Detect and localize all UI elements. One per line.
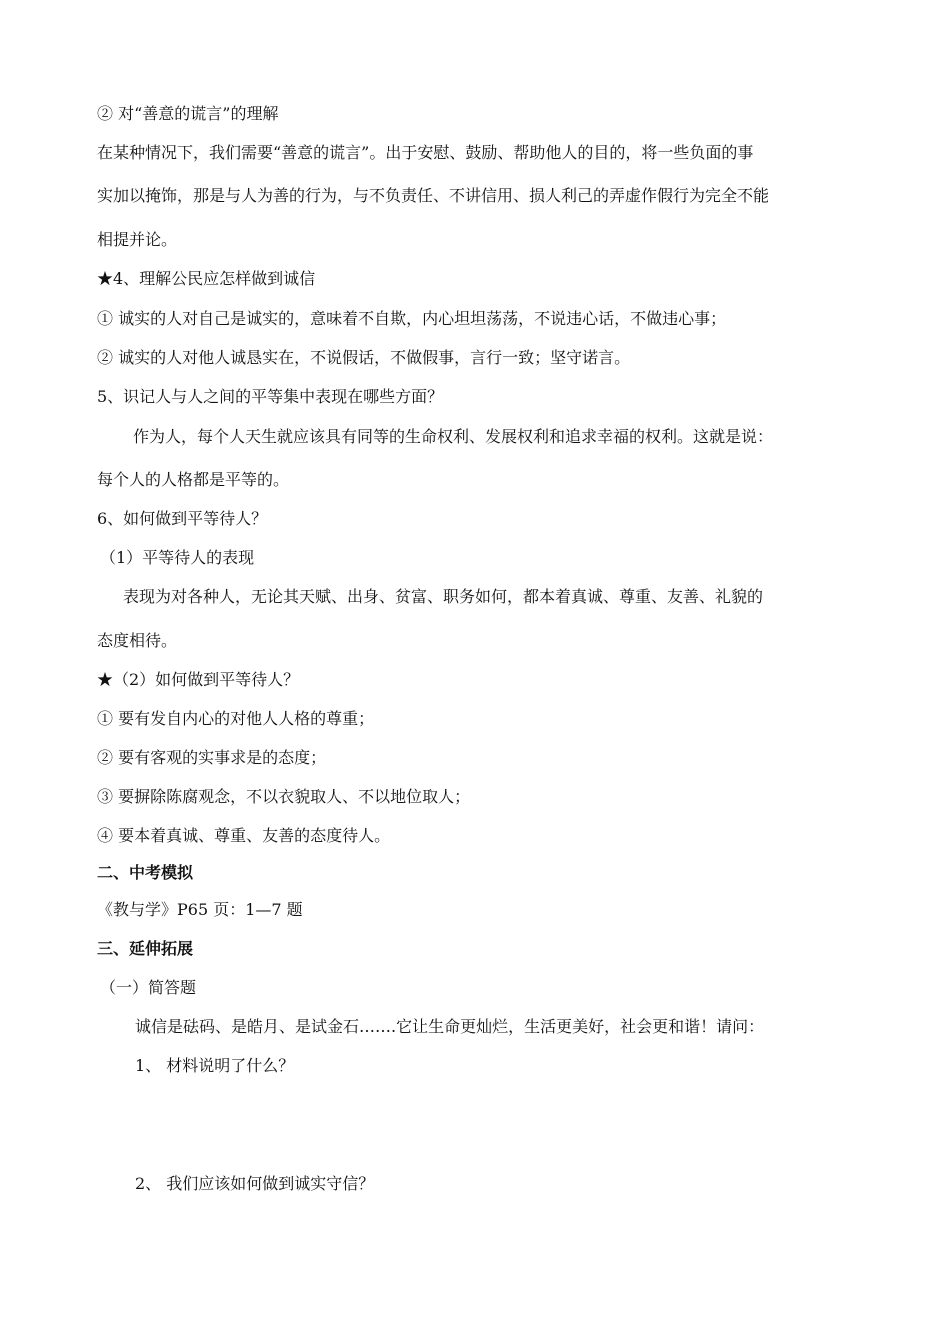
paragraph-line: 作为人，每个人天生就应该具有同等的生命权利、发展权利和追求幸福的权利。这就是说：	[133, 427, 774, 446]
paragraph-line: 每个人的人格都是平等的。	[97, 470, 290, 489]
subheading-equal-treatment: （1）平等待人的表现	[100, 548, 255, 567]
reference-line: 《教与学》P65 页：1—7 题	[97, 900, 303, 919]
list-item: ① 要有发自内心的对他人人格的尊重；	[97, 709, 375, 728]
list-item: ① 诚实的人对自己是诚实的，意味着不自欺，内心坦坦荡荡，不说违心话，不做违心事；	[97, 309, 727, 328]
heading-item-4: ★4、理解公民应怎样做到诚信	[97, 269, 316, 288]
paragraph-line: 在某种情况下，我们需要“善意的谎言”。出于安慰、鼓励、帮助他人的目的，将一些负面的事	[97, 143, 754, 162]
list-item: ③ 要摒除陈腐观念，不以衣貌取人、不以地位取人；	[97, 787, 471, 806]
paragraph-line: 态度相待。	[97, 631, 178, 650]
subheading-short-answer: （一）简答题	[100, 978, 197, 997]
paragraph-line: 相提并论。	[97, 230, 178, 249]
question-material: 诚信是砝码、是皓月、是试金石…….它让生命更灿烂，生活更美好，社会更和谐！请问：	[135, 1017, 765, 1036]
heading-item-6: 6、如何做到平等待人？	[97, 509, 268, 528]
list-item: ② 诚实的人对他人诚恳实在，不说假话，不做假事，言行一致；坚守诺言。	[97, 348, 631, 367]
paragraph-line: 实加以掩饰，那是与人为善的行为，与不负责任、不讲信用、损人利己的弄虚作假行为完全不能	[97, 186, 770, 205]
question-1: 1、 材料说明了什么？	[135, 1056, 295, 1075]
subheading-white-lie: ② 对“善意的谎言”的理解	[97, 104, 279, 123]
list-item: ④ 要本着真诚、尊重、友善的态度待人。	[97, 826, 391, 845]
paragraph-line: 表现为对各种人，无论其天赋、出身、贫富、职务如何，都本着真诚、尊重、友善、礼貌的	[123, 587, 764, 606]
question-2: 2、 我们应该如何做到诚实守信？	[135, 1174, 375, 1193]
section-heading-3: 三、延伸拓展	[97, 939, 194, 958]
list-item: ② 要有客观的实事求是的态度；	[97, 748, 327, 767]
section-heading-2: 二、中考模拟	[97, 863, 194, 882]
heading-item-5: 5、识记人与人之间的平等集中表现在哪些方面？	[97, 387, 444, 406]
subheading-how-equal: ★（2）如何做到平等待人？	[97, 670, 300, 689]
